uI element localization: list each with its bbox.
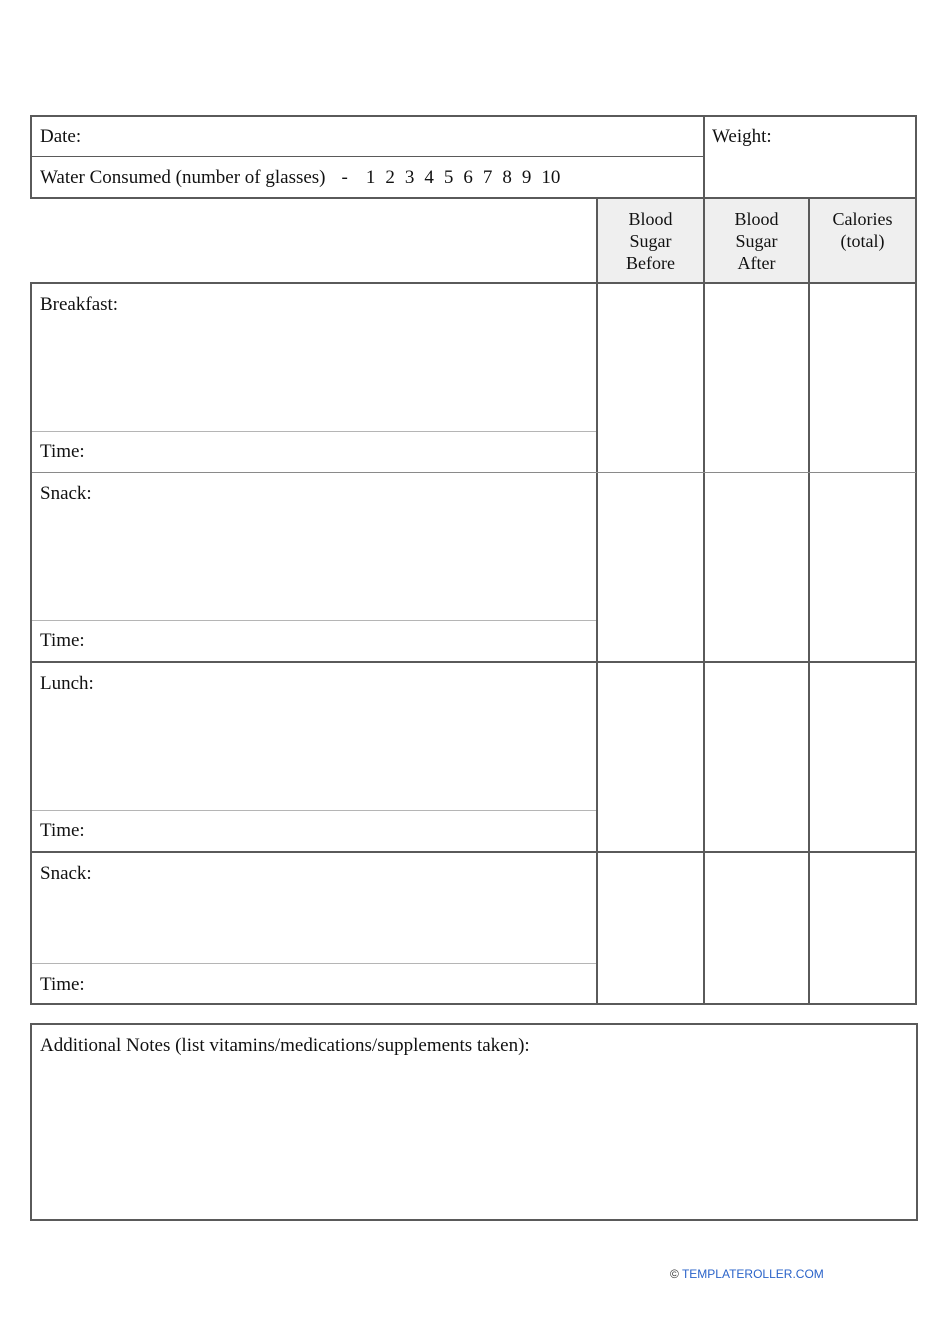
water-count-9[interactable]: 9 [521,167,532,188]
blood-sugar-after-header [705,208,808,274]
blood-sugar-before-h3: Before [626,253,675,273]
blood-sugar-after-h1: Blood [734,209,779,229]
lunch-time-label: Time: [40,820,85,841]
calories-h1: Calories [832,209,893,229]
snack-2-field[interactable] [32,853,596,963]
calories-header [810,208,915,252]
breakfast-calories[interactable] [810,284,915,472]
snack-2-time-label: Time: [40,974,85,995]
lunch-label: Lunch: [40,673,94,694]
breakfast-blood-sugar-before[interactable] [598,284,703,472]
water-count-7[interactable]: 7 [482,167,493,188]
snack-2-label: Snack: [40,863,92,884]
water-consumed-label: Water Consumed (number of glasses) [40,167,326,188]
breakfast-blood-sugar-after[interactable] [705,284,808,472]
date-field[interactable] [32,117,703,156]
lunch-field[interactable] [32,663,596,810]
blood-sugar-before-h2: Sugar [629,231,672,251]
water-count-1[interactable]: 1 [365,167,376,188]
snack-2-blood-sugar-after[interactable] [705,853,808,1003]
water-count-4[interactable]: 4 [424,167,434,188]
weight-field[interactable] [705,117,915,197]
snack-1-blood-sugar-before[interactable] [598,473,703,661]
lunch-time-field[interactable] [32,811,596,851]
lunch-blood-sugar-after[interactable] [705,663,808,851]
additional-notes-field[interactable] [30,1023,918,1221]
snack-1-label: Snack: [40,483,92,504]
copyright-symbol: © [670,1267,679,1281]
blood-sugar-before-header [598,208,703,274]
templateroller-link[interactable]: TEMPLATEROLLER.COM [681,1267,824,1281]
water-count-3[interactable]: 3 [404,167,415,188]
snack-1-time-field[interactable] [32,621,596,661]
blood-sugar-after-h2: Sugar [735,231,778,251]
snack-1-calories[interactable] [810,473,915,661]
breakfast-label: Breakfast: [40,294,119,315]
breakfast-time-label: Time: [40,441,85,462]
snack-1-field[interactable] [32,473,596,620]
footer-credit [670,1267,824,1281]
water-count-10[interactable]: 10 [541,167,561,188]
snack-2-blood-sugar-before[interactable] [598,853,703,1003]
weight-label: Weight: [712,126,772,147]
water-dash: - [341,167,348,188]
water-consumed-row [32,157,703,197]
lunch-blood-sugar-before[interactable] [598,663,703,851]
water-count-8[interactable]: 8 [502,167,512,188]
breakfast-field[interactable] [32,284,596,431]
blood-sugar-before-h1: Blood [628,209,673,229]
snack-2-time-field[interactable] [32,964,596,1004]
lunch-calories[interactable] [810,663,915,851]
blood-sugar-after-h3: After [737,253,776,273]
water-consumed-line [40,167,560,189]
water-count-2[interactable]: 2 [385,167,395,188]
calories-h2: (total) [840,231,885,251]
water-count-6[interactable]: 6 [463,167,473,188]
snack-1-time-label: Time: [40,630,85,651]
date-label: Date: [40,126,82,147]
additional-notes-label: Additional Notes (list vitamins/medications/supplements taken): [40,1035,530,1056]
water-count-5[interactable]: 5 [443,167,454,188]
snack-1-blood-sugar-after[interactable] [705,473,808,661]
breakfast-time-field[interactable] [32,432,596,472]
snack-2-calories[interactable] [810,853,915,1003]
